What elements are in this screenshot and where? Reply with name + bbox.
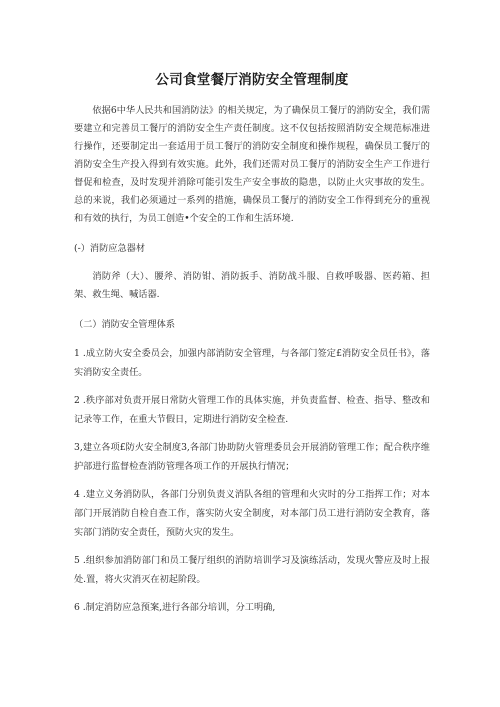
intro-paragraph: 依据6中华人民共和国消防法》的相关规定，为了确保员工餐厅的消防安全，我们需要建立和完善员工餐厅的消防安全生产责任制度。这不仅包括按照消防安全规范标准进行操作，还要制定出一套适用于员工餐厅的消防安全制度和操作规程，确保员工餐厅的消防安全生产投入得到有效实施。此外，我们还需对员工餐厅的消防安全生产工作进行督促和检查，及时发现并消除可能引发生产安全事故的隐患，以防止火灾事故的发生。总的来说，我们必须通过一系列的措施，确保员工餐厅的消防安全工作得到充分的重视和有效的执行，为员工创造•个安全的工作和生活环境.: [74, 105, 430, 224]
list-item: 6 .制定消防应急预案,进行各部分培训，分工明确,: [74, 602, 276, 613]
document-title: 公司食堂餐厅消防安全管理制度: [155, 72, 349, 88]
list-item: 2 .秩序部对负责开展日常防火管理工作的具体实施，并负责监督、检查、指导、整改和记录等工作，在重大节假日，定期进行消防安全检查.: [74, 395, 430, 425]
emergency-equipment-list: 消防斧（大）、腰斧、消防钳、消防扳手、消防战斗服、自救呼吸器、医药箱、担架、救生绳、喊话器.: [74, 271, 430, 300]
list-item: 4 .建立义务消防队，各部门分别负责义消队各组的管理和火灾时的分工指挥工作；对本部门开展消防自检自查工作，落实防火安全制度，对本部门员工进行消防安全教育，落实部门消防安全责任，预防火灾的发生。: [74, 489, 430, 538]
section-heading-emergency-equipment: (-）消防应急器材: [74, 243, 146, 254]
list-item: 1 .成立防火安全委员会，加强内部消防安全管理，与各部门签定£消防安全员任书》，落实消防安全责任。: [74, 348, 430, 378]
list-item: 3,建立各项£防火安全制度3,各部门协助防火管理委员会开展消防管理工作；配合秩序维护部进行监督检查消防管理各项工作的开展执行情况；: [74, 442, 430, 472]
list-item: 5 .组织参加消防部门和员工餐厅组织的消防培训学习及演练活动，发现火警应及时上报处.置，将火灾消灭在初起阶段。: [74, 555, 430, 585]
section-heading-management-system: （二）消防安全管理体系: [74, 319, 176, 330]
